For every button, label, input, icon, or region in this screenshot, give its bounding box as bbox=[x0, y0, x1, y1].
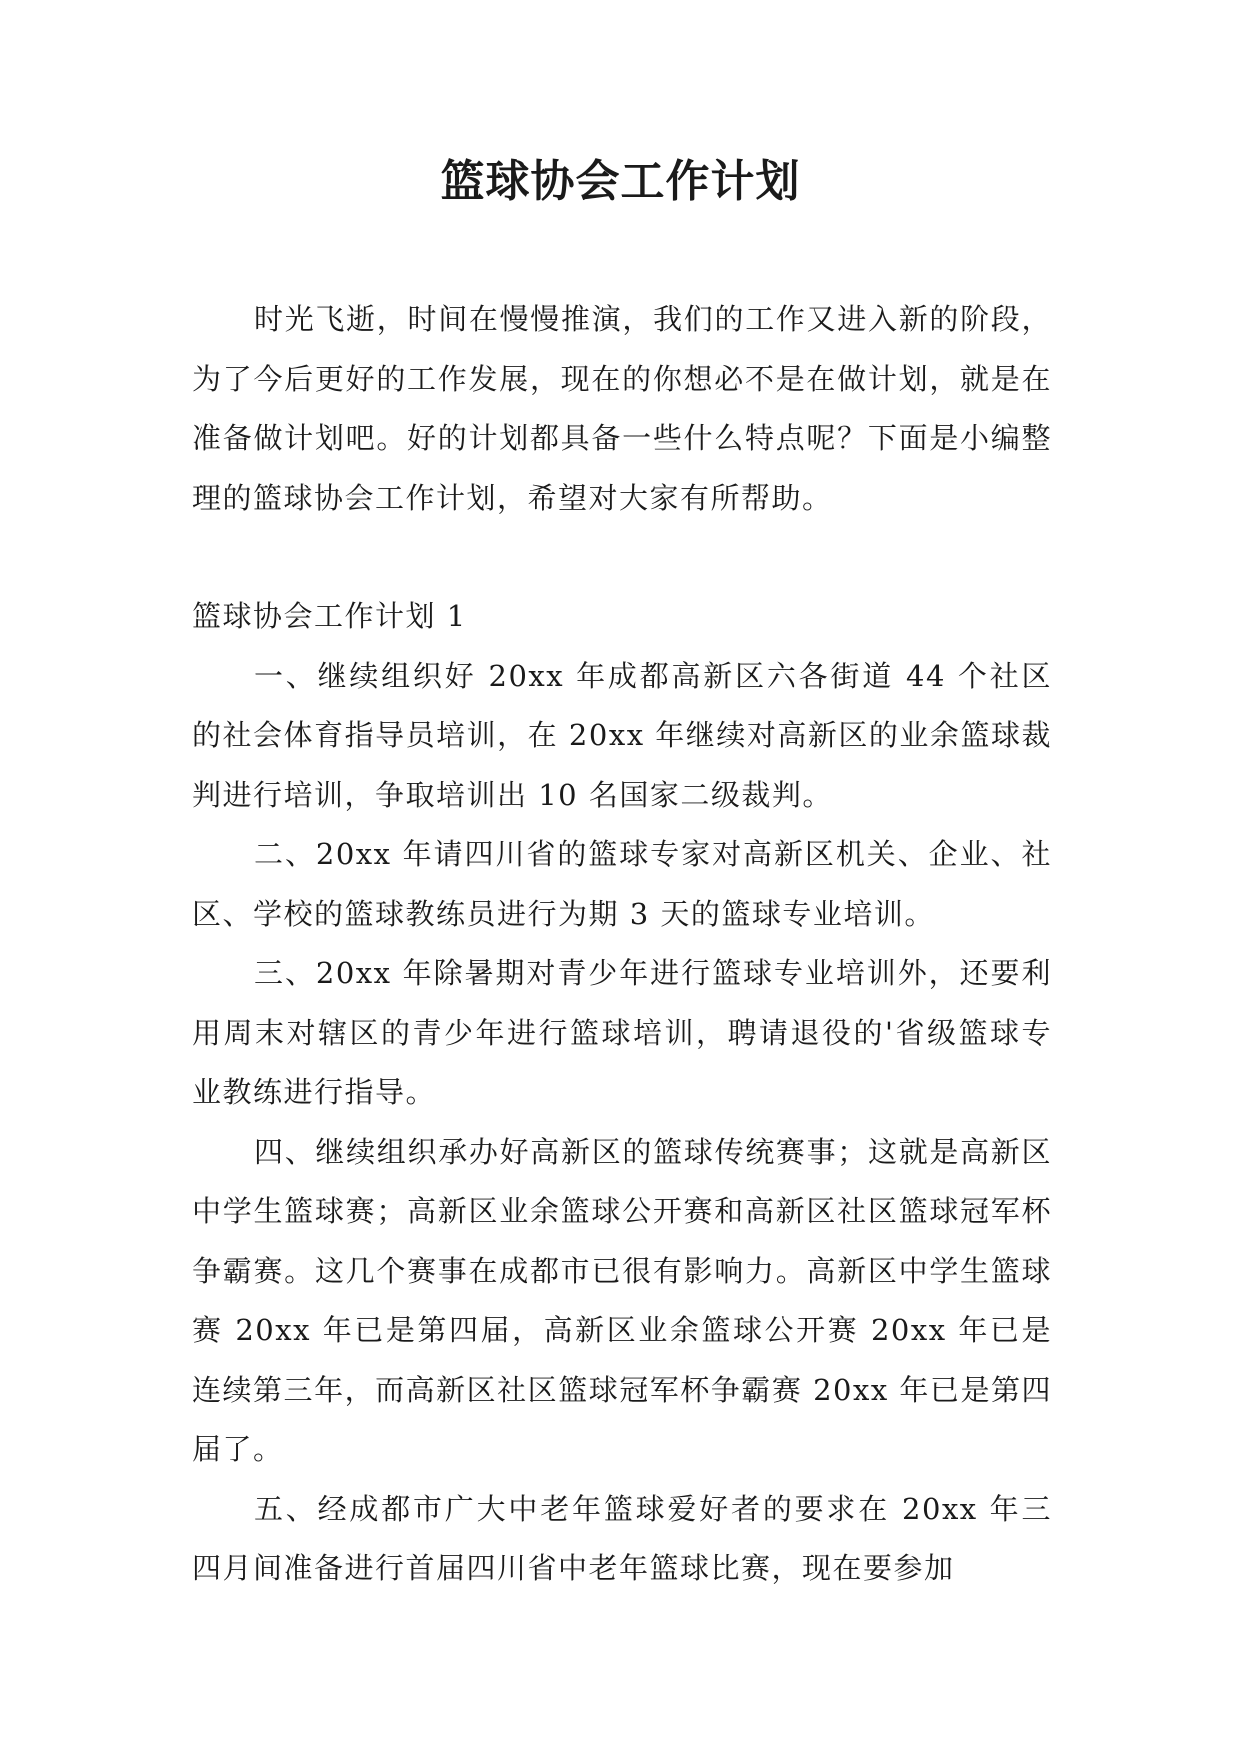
document-body bbox=[192, 290, 1052, 1599]
section-heading: 篮球协会工作计划 1 bbox=[192, 599, 467, 633]
document-title: 篮球协会工作计划 bbox=[440, 156, 801, 207]
paragraph-1: 一、继续组织好 20xx 年成都高新区六各街道 44 个社区的社会体育指导员培训，在 20xx 年继续对高新区的业余篮球裁判进行培训，争取培训出 10 名国家二级裁判。 bbox=[192, 658, 1052, 812]
paragraph-4: 四、继续组织承办好高新区的篮球传统赛事；这就是高新区中学生篮球赛；高新区业余篮球公开赛和高新区社区篮球冠军杯争霸赛。这几个赛事在成都市已很有影响力。高新区中学生篮球赛 20xx 年已是第四届，高新区业余篮球公开赛 20xx 年已是连续第三年，而高新区社区篮球冠军杯争霸赛 20xx 年已是第四届了。 bbox=[192, 1134, 1052, 1466]
intro-paragraph: 时光飞逝，时间在慢慢推演，我们的工作又进入新的阶段，为了今后更好的工作发展，现在的你想必不是在做计划，就是在准备做计划吧。好的计划都具备一些什么特点呢？下面是小编整理的篮球协会工作计划，希望对大家有所帮助。 bbox=[192, 302, 1052, 515]
paragraph-2: 二、20xx 年请四川省的篮球专家对高新区机关、企业、社区、学校的篮球教练员进行为期 3 天的篮球专业培训。 bbox=[192, 837, 1052, 931]
paragraph-5: 五、经成都市广大中老年篮球爱好者的要求在 20xx 年三四月间准备进行首届四川省中老年篮球比赛，现在要参加 bbox=[192, 1491, 1052, 1585]
paragraph-3: 三、20xx 年除暑期对青少年进行篮球专业培训外，还要利用周末对辖区的青少年进行篮球培训，聘请退役的'省级篮球专业教练进行指导。 bbox=[192, 956, 1052, 1109]
